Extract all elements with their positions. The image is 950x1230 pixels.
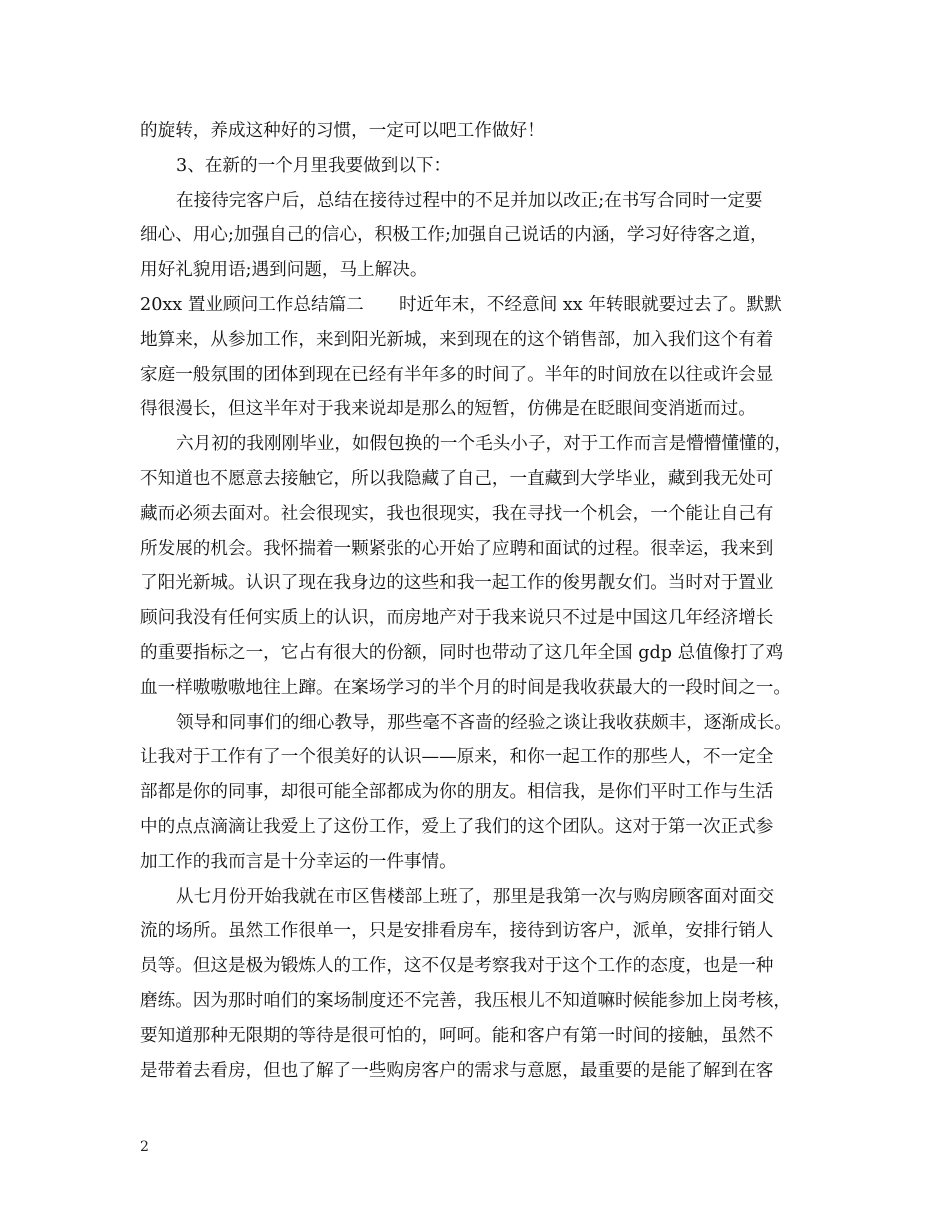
text-line: 中的点点滴滴让我爱上了这份工作，爱上了我们的这个团队。这对于第一次正式参 — [140, 816, 774, 837]
text-line: 六月初的我刚刚毕业，如假包换的一个毛头小子，对于工作而言是懵懵懂懂的， — [176, 434, 792, 455]
text-line: 地算来，从参加工作，来到阳光新城，来到现在的这个销售部，加入我们这个有着 — [140, 329, 774, 350]
text-line: 藏而必须去面对。社会很现实，我也很现实，我在寻找一个机会，一个能让自己有 — [140, 503, 774, 524]
text-line: 得很漫长，但这半年对于我来说却是那么的短暂，仿佛是在眨眼间变消逝而过。 — [140, 399, 756, 420]
text-line: 磨练。因为那时咱们的案场制度还不完善，我压根儿不知道嘛时候能参加上岗考核， — [140, 990, 791, 1011]
text-line: 是带着去看房，但也了解了一些购房客户的需求与意愿，最重要的是能了解到在客 — [140, 1060, 774, 1081]
text-line: 20xx 置业顾问工作总结篇二 时近年末，不经意间 xx 年转眼就要过去了。默默 — [140, 294, 782, 315]
text-line: 所发展的机会。我怀揣着一颗紧张的心开始了应聘和面试的过程。很幸运，我来到 — [140, 538, 774, 559]
body-text — [140, 114, 812, 1088]
text-line: 顾问我没有任何实质上的认识，而房地产对于我来说只不过是中国这几年经济增长 — [140, 608, 774, 629]
text-line: 在接待完客户后，总结在接待过程中的不足并加以改正;在书写合同时一定要 — [176, 190, 763, 211]
text-line: 领导和同事们的细心教导，那些毫不吝啬的经验之谈让我收获颇丰，逐渐成长。 — [176, 712, 792, 733]
text-line: 不知道也不愿意去接触它，所以我隐藏了自己，一直藏到大学毕业，藏到我无处可 — [140, 468, 774, 489]
text-line: 部都是你的同事，却很可能全部都成为你的朋友。相信我，是你们平时工作与生活 — [140, 782, 774, 803]
text-line: 员等。但这是极为锻炼人的工作，这不仅是考察我对于这个工作的态度，也是一种 — [140, 956, 774, 977]
text-line: 要知道那种无限期的等待是很可怕的，呵呵。能和客户有第一时间的接触，虽然不 — [140, 1025, 774, 1046]
text-line: 让我对于工作有了一个很美好的认识——原来，和你一起工作的那些人，不一定全 — [140, 747, 774, 768]
text-line: 的旋转，养成这种好的习惯，一定可以吧工作做好！ — [140, 121, 545, 141]
text-line: 加工作的我而言是十分幸运的一件事情。 — [140, 851, 457, 872]
text-line: 用好礼貌用语;遇到问题，马上解决。 — [140, 260, 428, 281]
text-line: 的重要指标之一，它占有很大的份额，同时也带动了这几年全国 gdp 总值像打了鸡 — [140, 642, 784, 663]
text-line: 细心、用心;加强自己的信心，积极工作;加强自己说话的内涵，学习好待客之道， — [140, 225, 768, 246]
text-line: 了阳光新城。认识了现在我身边的这些和我一起工作的俊男靓女们。当时对于置业 — [140, 573, 774, 594]
text-line: 3、在新的一个月里我要做到以下： — [176, 155, 452, 176]
text-line: 流的场所。虽然工作很单一，只是安排看房车，接待到访客户，派单，安排行销人 — [140, 921, 774, 942]
text-line: 血一样嗷嗷嗷地往上蹿。在案场学习的半个月的时间是我收获最大的一段时间之一。 — [140, 677, 791, 698]
text-line: 家庭一般氛围的团体到现在已经有半年多的时间了。半年的时间放在以往或许会显 — [140, 364, 774, 385]
page-number: 2 — [140, 1139, 149, 1155]
text-line: 从七月份开始我就在市区售楼部上班了，那里是我第一次与购房顾客面对面交 — [176, 886, 775, 907]
